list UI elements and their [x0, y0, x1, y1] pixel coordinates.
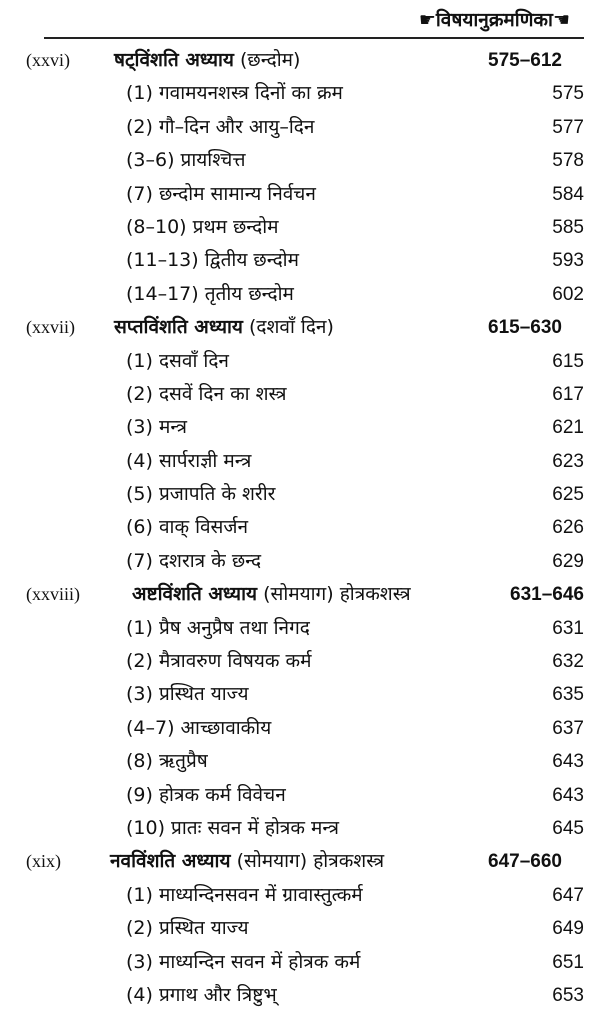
- section-title: [110, 845, 384, 878]
- toc-entry: [0, 345, 600, 378]
- section-subtitle: (दशवाँ दिन): [248, 316, 334, 339]
- toc-entry: [0, 912, 600, 945]
- toc-entry: [0, 111, 600, 144]
- entry-label: (1) प्रैष अनुप्रैष तथा निगद: [126, 616, 310, 639]
- section-page-range: 647–660: [488, 851, 562, 873]
- entry-page: 625: [552, 484, 584, 506]
- entry-page: 631: [552, 617, 584, 639]
- section-page-range: 615–630: [488, 317, 562, 339]
- entry-label: (5) प्रजापति के शरीर: [126, 483, 276, 506]
- toc-entry: [0, 445, 600, 478]
- entry-page: 651: [552, 951, 584, 973]
- entry-label: (8) ऋतुप्रैष: [126, 750, 208, 773]
- toc-entry: [0, 745, 600, 778]
- entry-page: 647: [552, 884, 584, 906]
- entry-label: (3) प्रस्थित याज्य: [126, 683, 249, 706]
- entry-label: (6) वाक् विसर्जन: [126, 516, 249, 539]
- toc-entry: [0, 478, 600, 511]
- entry-page: 626: [552, 517, 584, 539]
- entry-label: (2) प्रस्थित याज्य: [126, 917, 249, 940]
- toc-entry: [0, 278, 600, 311]
- entry-page: 602: [552, 283, 584, 305]
- section-row: [0, 311, 600, 344]
- entry-page: 577: [552, 116, 584, 138]
- entry-page: 578: [552, 150, 584, 172]
- left-pointing-hand-icon: ☛: [418, 9, 436, 31]
- toc-entry: [0, 712, 600, 745]
- entry-label: (10) प्रातः सवन में होत्रक मन्त्र: [126, 816, 340, 839]
- entry-label: (8–10) प्रथम छन्दोम: [126, 215, 279, 238]
- toc-entry: [0, 77, 600, 110]
- header-text: विषयानुक्रमणिका: [435, 9, 553, 31]
- entry-label: (11–13) द्वितीय छन्दोम: [126, 249, 299, 272]
- entry-label: (2) मैत्रावरुण विषयक कर्म: [126, 650, 312, 673]
- toc-entry: [0, 979, 600, 1012]
- toc-entry: [0, 545, 600, 578]
- entry-label: (14–17) तृतीय छन्दोम: [126, 282, 294, 305]
- entry-page: 585: [552, 216, 584, 238]
- entry-label: (2) गौ–दिन और आयु–दिन: [126, 115, 315, 138]
- entry-label: (7) छन्दोम सामान्य निर्वचन: [126, 182, 316, 205]
- entry-page: 617: [552, 383, 584, 405]
- entry-label: (4) प्रगाथ और त्रिष्टुभ्: [126, 983, 277, 1006]
- entry-page: 635: [552, 684, 584, 706]
- entry-page: 643: [552, 751, 584, 773]
- header-rule: [44, 37, 584, 39]
- entry-page: 621: [552, 417, 584, 439]
- toc-entry: [0, 812, 600, 845]
- entry-label: (4–7) आच्छावाकीय: [126, 716, 272, 739]
- entry-page: 575: [552, 83, 584, 105]
- toc-entry: [0, 378, 600, 411]
- table-of-contents: [0, 44, 600, 1012]
- entry-label: (3) मन्त्र: [126, 416, 187, 439]
- entry-label: (7) दशरात्र के छन्द: [126, 549, 262, 572]
- entry-label: (1) दसवाँ दिन: [126, 349, 229, 372]
- toc-entry: [0, 879, 600, 912]
- section-name: नवविंशति अध्याय: [110, 850, 231, 873]
- entry-page: 653: [552, 984, 584, 1006]
- entry-label: (4) सार्पराज्ञी मन्त्र: [126, 449, 252, 472]
- entry-label: (1) माध्यन्दिनसवन में ग्रावास्तुत्कर्म: [126, 883, 363, 906]
- entry-page: 615: [552, 350, 584, 372]
- section-name: सप्तविंशति अध्याय: [114, 316, 243, 339]
- entry-page: 649: [552, 918, 584, 940]
- section-subtitle: (सोमयाग) होत्रकशस्त्र: [263, 583, 411, 606]
- page-header-title: [419, 6, 570, 32]
- toc-entry: [0, 645, 600, 678]
- entry-label: (3–6) प्रायश्चित्त: [126, 149, 246, 172]
- section-number: (xxvi): [26, 50, 70, 70]
- entry-page: 632: [552, 651, 584, 673]
- section-row: [0, 578, 600, 611]
- section-subtitle: (सोमयाग) होत्रकशस्त्र: [236, 850, 385, 873]
- toc-entry: [0, 678, 600, 711]
- right-pointing-hand-icon: ☚: [552, 9, 570, 31]
- toc-entry: [0, 779, 600, 812]
- entry-label: (3) माध्यन्दिन सवन में होत्रक कर्म: [126, 950, 361, 973]
- toc-entry: [0, 144, 600, 177]
- entry-page: 643: [552, 784, 584, 806]
- entry-page: 584: [552, 183, 584, 205]
- section-row: [0, 44, 600, 77]
- section-page-range: 631–646: [510, 584, 584, 606]
- toc-entry: [0, 244, 600, 277]
- toc-entry: [0, 411, 600, 444]
- entry-page: 593: [552, 250, 584, 272]
- toc-entry: [0, 612, 600, 645]
- section-subtitle: (छन्दोम): [240, 49, 301, 71]
- entry-page: 637: [552, 717, 584, 739]
- section-title: [114, 44, 300, 77]
- toc-entry: [0, 511, 600, 544]
- section-name: षट्विंशति अध्याय: [114, 49, 234, 71]
- entry-label: (1) गवामयनशस्त्र दिनों का क्रम: [126, 82, 343, 105]
- toc-entry: [0, 946, 600, 979]
- entry-page: 645: [552, 817, 584, 839]
- toc-entry: [0, 178, 600, 211]
- entry-label: (9) होत्रक कर्म विवेचन: [126, 783, 286, 806]
- section-number: (xxvii): [26, 317, 75, 338]
- toc-entry: [0, 211, 600, 244]
- section-name: अष्टविंशति अध्याय: [132, 583, 258, 606]
- entry-label: (2) दसवें दिन का शस्त्र: [126, 382, 287, 405]
- section-row: [0, 845, 600, 878]
- section-page-range: 575–612: [488, 50, 562, 71]
- section-number: (xix): [26, 851, 61, 872]
- entry-page: 623: [552, 450, 584, 472]
- entry-page: 629: [552, 550, 584, 572]
- section-title: [132, 578, 411, 611]
- section-number: (xxviii): [26, 584, 80, 605]
- section-title: [114, 311, 334, 344]
